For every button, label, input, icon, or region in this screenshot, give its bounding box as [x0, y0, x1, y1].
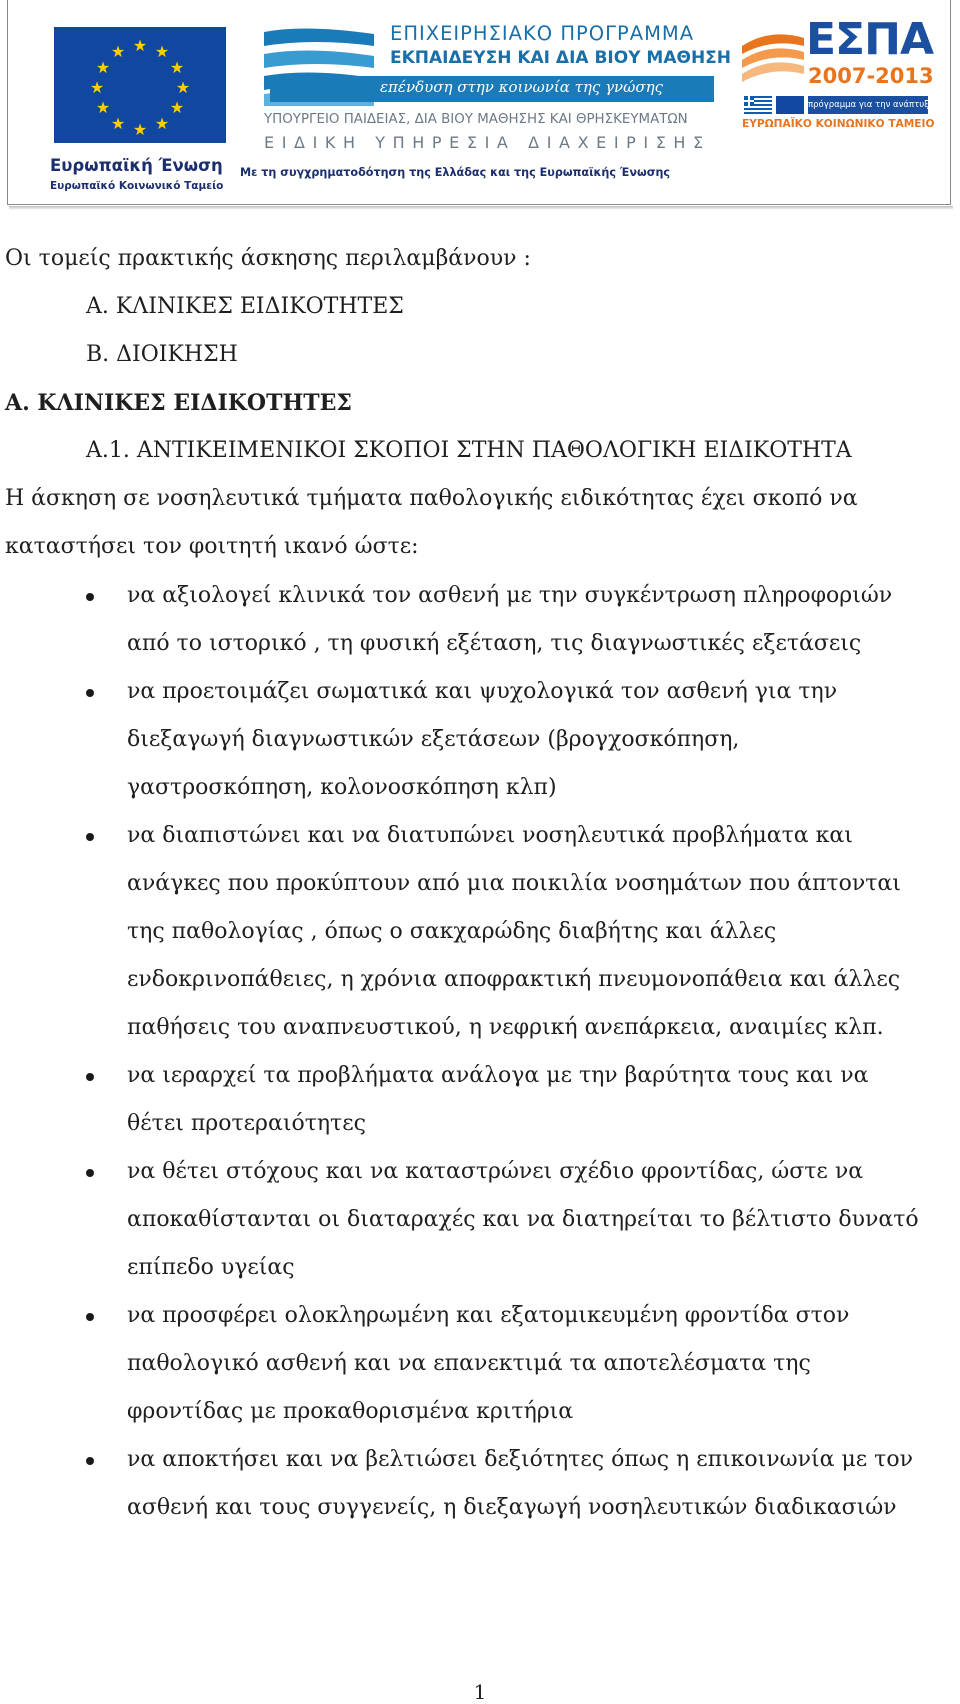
bullet-5-line-1: να θέτει στόχους και να καταστρώνει σχέδιο φροντίδας, ώστε να [127, 1159, 864, 1184]
svg-text:★: ★ [95, 58, 111, 77]
bullet-icon [86, 1169, 94, 1177]
subsection-heading: Α.1. ΑΝΤΙΚΕΙΜΕΝΙΚΟΙ ΣΚΟΠΟΙ ΣΤΗΝ ΠΑΘΟΛΟΓΙΚΗ ΕΙΔΙΚΟΤΗΤΑ [86, 438, 852, 463]
svg-text:★: ★ [132, 36, 148, 55]
bullet-1-line-2: από το ιστορικό , τη φυσική εξέταση, τις διαγνωστικές εξετάσεις [127, 631, 862, 656]
bullet-1-line-1: να αξιολογεί κλινικά τον ασθενή με την συγκέντρωση πληροφοριών [127, 583, 893, 608]
greek-flag-icon [744, 96, 772, 114]
header-banner [7, 0, 951, 205]
svg-text:★: ★ [175, 78, 191, 97]
bullet-6-line-1: να προσφέρει ολοκληρωμένη και εξατομικευμένη φροντίδα στον [127, 1303, 850, 1328]
svg-text:★: ★ [154, 42, 170, 61]
svg-text:★: ★ [169, 98, 185, 117]
page-number: 1 [473, 1680, 487, 1704]
programme-name: ΕΚΠΑΙΔΕΥΣΗ ΚΑΙ ΔΙΑ ΒΙΟΥ ΜΑΘΗΣΗ [390, 48, 732, 68]
bullet-5-line-2: αποκαθίστανται οι διαταραχές και να διατηρείται το βέλτιστο δυνατό [127, 1207, 919, 1232]
bullet-3-line-5: παθήσεις του αναπνευστικού, η νεφρική ανεπάρκεια, αναιμίες κλπ. [127, 1015, 884, 1040]
svg-text:★: ★ [110, 42, 126, 61]
eu-flag-logo [54, 27, 226, 143]
cofunding-note: Με τη συγχρηματοδότηση της Ελλάδας και της Ευρωπαϊκής Ένωσης [240, 166, 671, 179]
bullet-3-line-1: να διαπιστώνει και να διατυπώνει νοσηλευτικά προβλήματα και [127, 823, 853, 848]
bullet-3-line-2: ανάγκες που προκύπτουν από μια ποικιλία νοσημάτων που άπτονται [127, 871, 901, 896]
bullet-2-line-1: να προετοιμάζει σωματικά και ψυχολογικά τον ασθενή για την [127, 679, 838, 704]
bullet-icon [86, 1313, 94, 1321]
bullet-7-line-2: ασθενή και τους συγγενείς, η διεξαγωγή νοσηλευτικών διαδικασιών [127, 1495, 897, 1520]
bullet-3-line-4: ενδοκρινοπάθειες, η χρόνια αποφρακτική πνευμονοπάθεια και άλλες [127, 967, 901, 992]
svg-text:★: ★ [110, 114, 126, 133]
bullet-4-line-1: να ιεραρχεί τα προβλήματα ανάλογα με την βαρύτητα τους και να [127, 1063, 869, 1088]
section-a-heading: Α. ΚΛΙΝΙΚΕΣ ΕΙΔΙΚΟΤΗΤΕΣ [5, 390, 352, 416]
espa-tagline: πρόγραμμα για την ανάπτυξη [808, 96, 928, 114]
espa-title: ΕΣΠΑ [806, 14, 933, 65]
programme-slogan: επένδυση στην κοινωνία της γνώσης [380, 78, 664, 96]
svg-text:★: ★ [154, 114, 170, 133]
paragraph-line: καταστήσει τον φοιτητή ικανό ώστε: [5, 534, 419, 559]
espa-years: 2007-2013 [808, 64, 934, 88]
espa-fund: ΕΥΡΩΠΑΪΚΟ ΚΟΙΝΩΝΙΚΟ ΤΑΜΕΙΟ [742, 118, 935, 130]
bullet-icon [86, 1073, 94, 1081]
svg-text:★: ★ [95, 98, 111, 117]
svg-text:★: ★ [132, 120, 148, 139]
bullet-6-line-2: παθολογικό ασθενή και να επανεκτιμά τα αποτελέσματα της [127, 1351, 811, 1376]
bullet-3-line-3: της παθολογίας , όπως ο σακχαρώδης διαβήτης και άλλες [127, 919, 777, 944]
eu-stars-icon [54, 27, 226, 143]
eu-mini-flag-icon [776, 96, 804, 114]
eu-subtitle: Ευρωπαϊκό Κοινωνικό Ταμείο [50, 180, 224, 192]
section-b-item: Β. ΔΙΟΙΚΗΣΗ [86, 342, 238, 367]
programme-title: ΕΠΙΧΕΙΡΗΣΙΑΚΟ ΠΡΟΓΡΑΜΜΑ [390, 22, 695, 45]
bullet-2-line-2: διεξαγωγή διαγνωστικών εξετάσεων (βρογχοσκόπηση, [127, 727, 740, 752]
paragraph-line: Η άσκηση σε νοσηλευτικά τμήματα παθολογικής ειδικότητας έχει σκοπό να [5, 486, 858, 511]
bullet-4-line-2: θέτει προτεραιότητες [127, 1111, 366, 1136]
bullet-2-line-3: γαστροσκόπηση, κολονοσκόπηση κλπ) [127, 775, 557, 800]
managing-service: ΕΙΔΙΚΗ ΥΠΗΡΕΣΙΑ ΔΙΑΧΕΙΡΙΣΗΣ [264, 133, 711, 152]
banner-shadow [9, 206, 953, 210]
ministry-name: ΥΠΟΥΡΓΕΙΟ ΠΑΙΔΕΙΑΣ, ΔΙΑ ΒΙΟΥ ΜΑΘΗΣΗΣ ΚΑΙ ΘΡΗΣΚΕΥΜΑΤΩΝ [264, 112, 688, 127]
bullet-6-line-3: φροντίδας με προκαθορισμένα κριτήρια [127, 1399, 574, 1424]
bullet-icon [86, 1457, 94, 1465]
intro-text: Οι τομείς πρακτικής άσκησης περιλαμβάνουν : [5, 246, 531, 271]
svg-text:★: ★ [89, 78, 105, 97]
section-a-item: Α. ΚΛΙΝΙΚΕΣ ΕΙΔΙΚΟΤΗΤΕΣ [86, 294, 404, 319]
bullet-icon [86, 833, 94, 841]
bullet-7-line-1: να αποκτήσει και να βελτιώσει δεξιότητες όπως η επικοινωνία με τον [127, 1447, 913, 1472]
eu-title: Ευρωπαϊκή Ένωση [50, 156, 223, 175]
bullet-5-line-3: επίπεδο υγείας [127, 1255, 295, 1280]
espa-swoosh-icon [740, 24, 806, 90]
bullet-icon [86, 689, 94, 697]
svg-text:★: ★ [169, 58, 185, 77]
bullet-icon [86, 593, 94, 601]
